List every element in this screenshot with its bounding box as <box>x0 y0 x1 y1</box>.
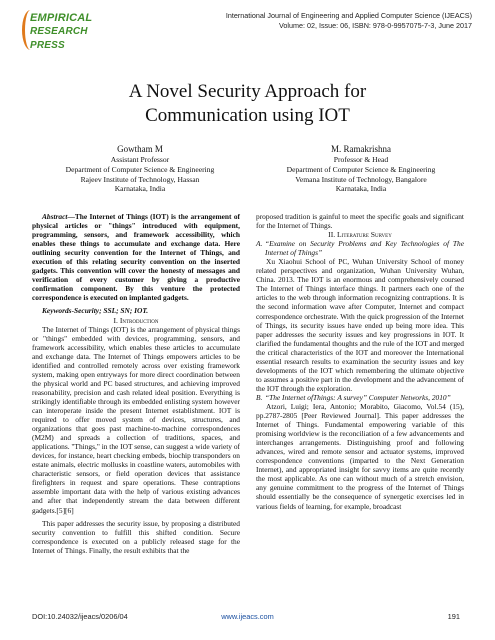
author-name: M. Ramakrishna <box>331 144 391 154</box>
author-role: Assistant Professor <box>110 155 170 164</box>
journal-name: International Journal of Engineering and Applied Computer Science (IJEACS) <box>225 11 472 20</box>
footer-doi: DOI:10.24032/ijeacs/0206/04 <box>32 612 128 621</box>
intro-paragraph-2-continued: proposed tradition is gainful to meet the specific goals and significant for the Internet of Things. <box>256 212 464 231</box>
author-department: Department of Computer Science & Engineering <box>286 164 436 174</box>
abstract-label: Abstract <box>42 212 68 221</box>
paper-title-line-1: A Novel Security Approach for <box>128 81 367 102</box>
author-institution: Vemana Institute of Technology, Bangalore <box>295 174 427 184</box>
subsection-b-letter: B. <box>256 392 263 402</box>
subsection-a-paragraph: Xu Xiaohui School of PC, Wuhan University School of money related perspectives and organization, Wuhan University Wuhan, China. 2013. The IOT is an enormous and comprehensively coursed The Internet of Things interface things. It partners each one of the articles to the web through information recognizing contraptions. It is the second information wave after Computer, Internet and compact correspondence orchestrate. With the quick progression of the Internet of Things, its security issues have ended up being more idea. This paper addresses the security issues and key progressions in IOT. It clarified the fundamental thoughts and the rule of the IOT and merged the critical characteristics of the IOT and moreover the International essential research results to examination the security issues and key developments of the IOT which remembering the ultimate objective to assumes a positive part in the development and the advancement of the IOT through the exploration. <box>256 257 464 393</box>
abstract-paragraph <box>32 212 240 302</box>
subsection-b-title: “The Internet ofThings: A survey” Computer Networks, 2010” <box>265 392 451 402</box>
section-heading-literature-survey: II. Literature Survey <box>328 230 392 240</box>
logo-text-line-2: RESEARCH <box>30 26 88 37</box>
subsection-a-letter: A. <box>256 239 263 249</box>
footer-url-link[interactable]: www.ijeacs.com <box>221 612 274 621</box>
intro-paragraph-1: The Internet of Things (IOT) is the arrangement of physical things or "things" embedded with devices, programming, sensors, and framework accessibility, which enables these articles to accumulate and exchange data. The Internet of Things empowers articles to be identified and controlled remotely across over existing framework system, making open entryways for more direct coordination between the physical world and PC based structures, and achieving improved reasonability, precision and cash related ideal position. Everything is strikingly identifiable through its embedded enlisting system however can interoperate inside the present Internet establishment. IOT is required to offer moved system of devices, structures, and organizations that goes past machine-to-machine correspondences (M2M) and spreads a collection of traditions, spaces, and applications. "Things," in the IOT sense, can suggest a wide variety of devices, for instance, heart checking embeds, biochip transponders on estate animals, electric mollusks in coastline waters, automobiles with characteristic sensors, or field operation devices that assistance firefighters in request and spare operations. These contraptions assemble important data with the help of various existing advances and after that independently stream the data between different gadgets.[5][6] <box>32 324 240 515</box>
author-block-2 <box>251 143 471 194</box>
page-number: 191 <box>447 612 460 621</box>
logo-text-line-3: PRESS <box>30 40 65 51</box>
journal-issue: Volume: 02, Issue: 06, ISBN: 978-0-9957075-7-3, June 2017 <box>279 21 472 30</box>
right-column <box>256 212 464 511</box>
intro-paragraph-2: This paper addresses the security issue, by proposing a distributed security convention to fulfill this shifted condition. Secure correspondence is executed on a publicly released stage for the Internet of Things. Finally, the result exhibits that the <box>32 518 240 555</box>
author-role: Professor & Head <box>333 155 389 164</box>
author-name: Gowtham M <box>117 144 163 154</box>
author-institution: Rajeev Institute of Technology, Hassan <box>80 174 200 184</box>
author-location: Karnataka, India <box>335 184 387 194</box>
logo-text-line-1: EMPIRICAL <box>30 12 93 24</box>
author-location: Karnataka, India <box>114 184 166 194</box>
author-block-1 <box>30 143 250 194</box>
subsection-b-paragraph: Atzori, Luigi; Iera, Antonio; Morabito, Giacomo, Vol.54 (15), pp.2787-2805 [Peer Reviewed Journal]. This paper addresses the Internet of Things. Fundamental empowering variable of this promising worldview is the reconciliation of a few advancements and interchanges arrangements. Distinguishing proof and following advances, wired and remote sensor and actuator systems, improved correspondence conventions (imparted to the Next Generation Internet), and appropriated insight for savvy items are quite recently the most applicable. As one can without much of a stretch envision, any genuine commitment to the progress of the Internet of Things should essentially be the consequence of synergetic exercises led in various fields of learning, for example, broadcast <box>256 401 464 511</box>
subsection-a-title: “Examine on Security Problems and Key Technologies of The Internet of Things” <box>265 239 464 258</box>
publisher-logo <box>22 10 112 64</box>
journal-header <box>172 11 472 31</box>
abstract-text: —The Internet of Things (IOT) is the arrangement of physical articles or "things" introduced with equipment, programming, sensors, and framework accessibility, which enables these things to accumulate and exchange data. Here outlining security convention for the Internet of Things, and execution of this relating security convention on the inserted gadgets. This convention will cover the honesty of messages and verification of every customer by giving a productive confirmation component. By this venture the protected correspondence is executed on implanted gadgets. <box>32 212 240 303</box>
left-column <box>32 212 240 555</box>
section-heading-introduction: I. Introduction <box>113 315 159 325</box>
keywords-line: Keywords-Security; SSL; SN; IOT. <box>42 306 149 316</box>
author-department: Department of Computer Science & Engineering <box>65 164 215 174</box>
subsection-b-heading <box>256 393 464 402</box>
subsection-a-heading <box>256 239 464 257</box>
paper-title-line-2: Communication using IOT <box>145 105 350 126</box>
